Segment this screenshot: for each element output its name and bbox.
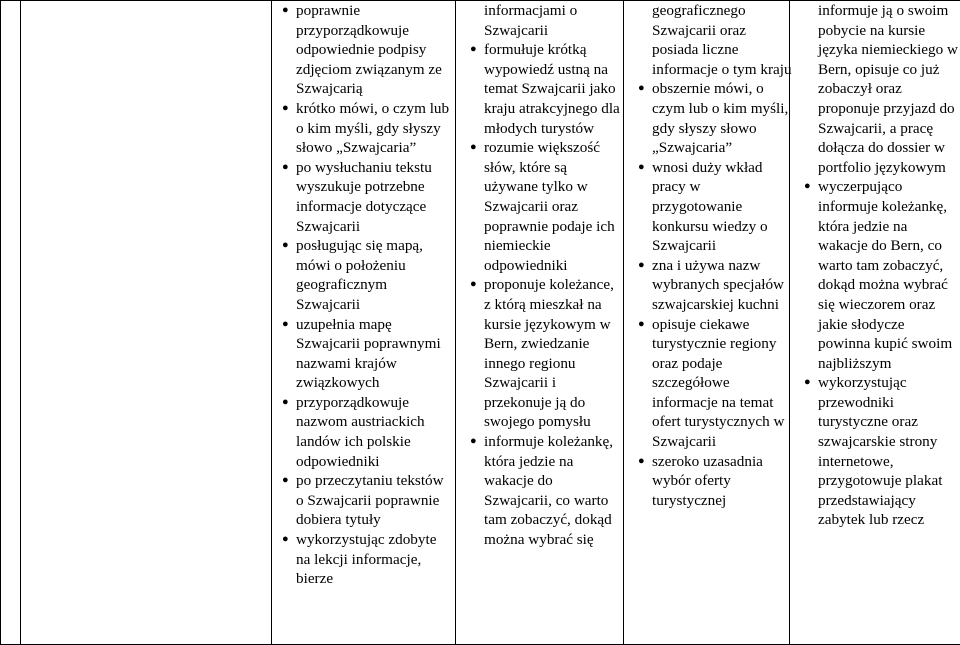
list-item	[638, 315, 792, 452]
col3-content	[470, 0, 624, 550]
list-item-text: posługując się mapą, mówi o położeniu geograficznym Szwajcarii	[296, 237, 423, 313]
list-item	[282, 315, 451, 393]
list-item-text: rozumie większość słów, które są używane tylko w Szwajcarii oraz poprawnie podaje ich niemieckie odpowiedniki	[484, 139, 615, 274]
col2-content	[282, 0, 451, 589]
bullet-icon: ●	[282, 395, 289, 408]
list-item	[282, 393, 451, 471]
list-item-text: wyczerpująco informuje koleżankę, która jedzie na wakacje do Bern, co warto tam zobaczyć, dokąd można wybrać się wieczorem oraz jakie słodycze powinna kupić swoim najbliższym	[818, 178, 953, 372]
list-item	[470, 40, 624, 138]
bullet-icon: ●	[470, 43, 477, 56]
list-item-text: przyporządkowuje nazwom austriackich landów ich polskie odpowiedniki	[296, 393, 425, 470]
col4-lead: geograficznego Szwajcarii oraz posiada liczne informacje o tym kraju	[652, 2, 792, 78]
bullet-icon: ●	[638, 454, 645, 467]
list-item-text: poprawnie przyporządkowuje odpowiednie podpisy zdjęciom związanym ze Szwajcarią	[296, 2, 442, 98]
list-item-text: proponuje koleżance, z którą mieszkał na kursie językowym w Bern, zwiedzanie innego regionu Szwajcarii i przekonuje ją do swojego pomysłu	[484, 276, 614, 431]
bullet-icon: ●	[282, 533, 289, 546]
list-item	[282, 471, 451, 530]
col4-content	[638, 0, 792, 510]
col5-content	[804, 0, 959, 530]
list-item-text: po przeczytaniu tekstów o Szwajcarii poprawnie dobiera tytuły	[296, 472, 444, 529]
bullet-icon: ●	[638, 82, 645, 95]
list-item-text: szeroko uzasadnia wybór oferty turystycznej	[652, 452, 763, 509]
list-item	[470, 432, 624, 550]
list-item	[804, 177, 958, 373]
empty-cell	[21, 1, 272, 645]
list-item	[470, 138, 624, 275]
list-item	[804, 373, 958, 530]
list-item-text: zna i używa nazw wybranych specjałów szwajcarskiej kuchni	[652, 256, 785, 313]
col4-list	[638, 79, 792, 510]
bullet-icon: ●	[470, 141, 477, 154]
list-item	[638, 452, 792, 511]
bullet-icon: ●	[804, 376, 811, 389]
col3-list	[470, 40, 624, 549]
list-item-text: opisuje ciekawe turystycznie regiony oraz podaje szczegółowe informacje na temat ofert turystycznych w Szwajcarii	[652, 315, 785, 451]
list-item-text: krótko mówi, o czym lub o kim myśli, gdy słyszy słowo „Szwajcaria”	[296, 99, 450, 157]
list-item	[638, 256, 792, 315]
col5-list	[804, 177, 958, 530]
bullet-icon: ●	[470, 278, 477, 291]
list-item	[282, 158, 451, 236]
list-item-text: uzupełnia mapę Szwajcarii poprawnymi nazwami krajów związkowych	[296, 315, 441, 392]
list-item	[282, 1, 451, 99]
bullet-icon: ●	[638, 317, 645, 330]
list-item-text: po wysłuchaniu tekstu wyszukuje potrzebne informacje dotyczące Szwajcarii	[296, 158, 432, 235]
col2-list	[282, 1, 451, 589]
list-item-text: formułuje krótką wypowiedź ustną na temat Szwajcarii jako kraju atrakcyjnego dla młodych turystów	[484, 41, 620, 137]
bullet-icon: ●	[638, 160, 645, 173]
list-item	[470, 275, 624, 432]
list-item-text: wykorzystując przewodniki turystyczne oraz szwajcarskie strony internetowe, przygotowuje plakat przedstawiający zabytek lub rzecz	[818, 374, 943, 529]
bullet-icon: ●	[282, 101, 289, 114]
list-item	[282, 99, 451, 158]
list-item	[282, 236, 451, 314]
bullet-icon: ●	[638, 258, 645, 271]
list-item	[638, 79, 792, 157]
col5-lead: informuje ją o swoim pobycie na kursie języka niemieckiego w Bern, opisuje co już zobaczył oraz proponuje przyjazd do Szwajcarii, a pracę dołącza do dossier w portfolio językowym	[818, 2, 959, 176]
bullet-icon: ●	[470, 435, 477, 448]
bullet-icon: ●	[282, 474, 289, 487]
list-item	[638, 158, 792, 256]
margin-cell	[1, 1, 21, 645]
bullet-icon: ●	[804, 180, 811, 193]
bullet-icon: ●	[282, 160, 289, 173]
bullet-icon: ●	[282, 4, 289, 16]
list-item-text: wnosi duży wkład pracy w przygotowanie konkursu wiedzy o Szwajcarii	[652, 158, 768, 255]
list-item-text: wykorzystując zdobyte na lekcji informacje, bierze	[296, 531, 437, 588]
list-item-text: informuje koleżankę, która jedzie na wakacje do Szwajcarii, co warto tam zobaczyć, dokąd można wybrać się	[484, 433, 614, 549]
list-item	[282, 530, 451, 589]
bullet-icon: ●	[282, 239, 289, 252]
bullet-icon: ●	[282, 317, 289, 330]
col3-lead: informacjami o Szwajcarii	[484, 2, 578, 39]
list-item-text: obszernie mówi, o czym lub o kim myśli, gdy słyszy słowo „Szwajcaria”	[652, 80, 789, 157]
